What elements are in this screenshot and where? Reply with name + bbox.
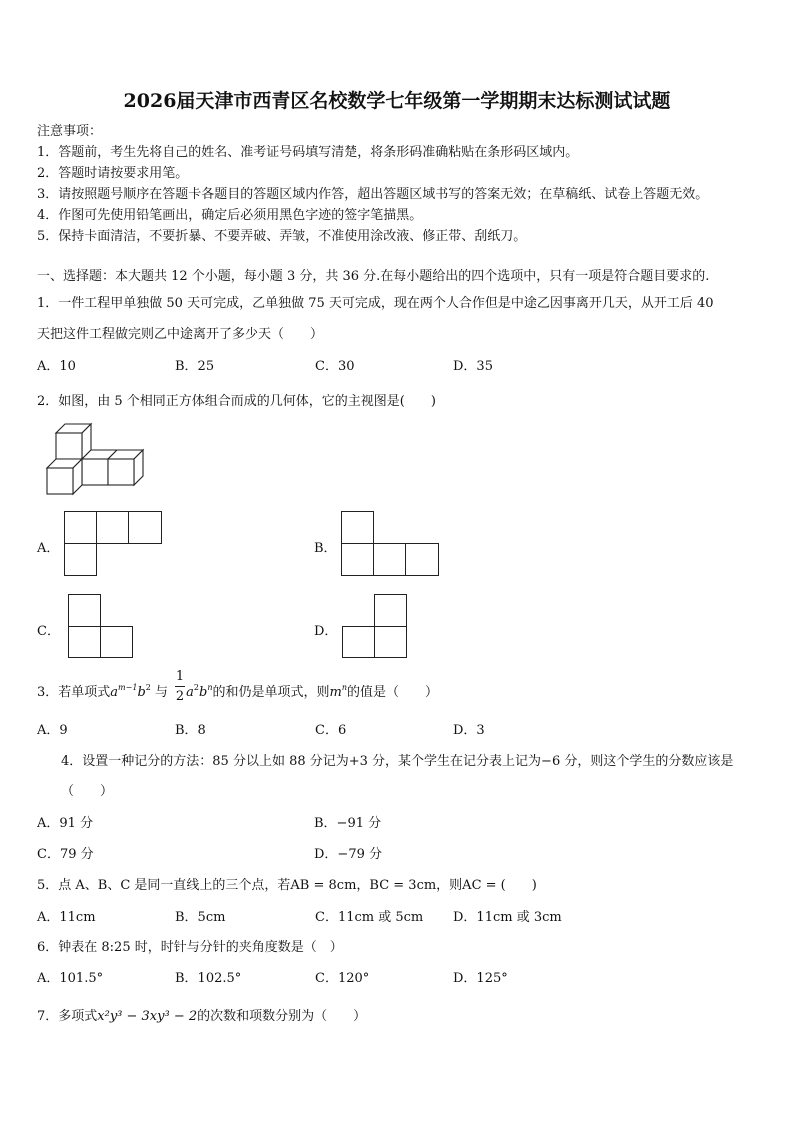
q3-exp: 2 bbox=[193, 683, 200, 692]
q3-option-c: C．6 bbox=[315, 723, 347, 738]
q7-prefix: 7．多项式 bbox=[37, 1009, 98, 1024]
q3-var: a bbox=[110, 685, 119, 700]
q3-exp: n bbox=[207, 683, 213, 692]
q2-label-b: B． bbox=[314, 541, 337, 556]
q7-polynomial: x²y³ − 3xy³ − 2 bbox=[97, 1009, 198, 1024]
q3-var: b bbox=[199, 685, 208, 700]
q4-option-c: C．79 分 bbox=[37, 847, 94, 862]
q2-label-c: C． bbox=[37, 624, 60, 639]
notes-heading: 注意事项： bbox=[37, 124, 103, 139]
q6-option-b: B．102.5° bbox=[175, 971, 242, 986]
section-heading: 一、选择题：本大题共 12 个小题，每小题 3 分，共 36 分.在每小题给出的四个选项中，只有一项是符合题目要求的. bbox=[37, 269, 710, 284]
question-4-line-1: 4．设置一种记分的方法：85 分以上如 88 分记为+3 分，某个学生在记分表上记为−6 分，则这个学生的分数应该是 bbox=[61, 754, 734, 769]
q6-option-c: C．120° bbox=[315, 971, 370, 986]
page-title: 2026届天津市西青区名校数学七年级第一学期期末达标测试试题 bbox=[123, 90, 671, 112]
question-4-line-2: （ ） bbox=[61, 784, 114, 799]
q5-option-a: A．11cm bbox=[37, 910, 96, 925]
fraction-denominator: 2 bbox=[175, 689, 185, 704]
q3-var: b bbox=[137, 685, 146, 700]
q3-option-d: D．3 bbox=[453, 723, 485, 738]
question-6-text: 6．钟表在 8:25 时，时针与分针的夹角度数是（ ） bbox=[37, 940, 343, 955]
note-item: 5．保持卡面清洁，不要折暴、不要弄破、弄皱，不准使用涂改液、修正带、刮纸刀。 bbox=[37, 229, 527, 244]
q3-suffix: 的和仍是单项式，则 bbox=[212, 685, 330, 700]
q3-option-a: A．9 bbox=[37, 723, 68, 738]
note-item: 1．答题前，考生先将自己的姓名、准考证号码填写清楚，将条形码准确粘贴在条形码区域内。 bbox=[37, 145, 579, 160]
q5-option-d: D．11cm 或 3cm bbox=[453, 910, 562, 925]
q6-option-a: A．101.5° bbox=[37, 971, 104, 986]
q4-option-b: B．−91 分 bbox=[314, 816, 382, 831]
q3-exp: n bbox=[341, 683, 347, 692]
fraction-bar bbox=[175, 686, 185, 687]
q4-option-d: D．−79 分 bbox=[314, 847, 382, 862]
fraction-numerator: 1 bbox=[175, 669, 185, 684]
question-5-text: 5．点 A、B、C 是同一直线上的三个点，若AB = 8cm，BC = 3cm，则AC = ( ) bbox=[37, 878, 537, 893]
question-2-text: 2．如图，由 5 个相同正方体组合而成的几何体，它的主视图是( ) bbox=[37, 394, 436, 409]
note-item: 2．答题时请按要求用笔。 bbox=[37, 166, 189, 181]
q3-mid: 与 bbox=[155, 685, 169, 700]
q6-option-d: D．125° bbox=[453, 971, 508, 986]
note-item: 3．请按照题号顺序在答题卡各题目的答题区域内作答，超出答题区域书写的答案无效；在草稿纸、试卷上答题无效。 bbox=[37, 187, 709, 202]
q2-label-d: D． bbox=[314, 624, 338, 639]
q4-option-a: A．91 分 bbox=[37, 816, 94, 831]
q7-suffix: 的次数和项数分别为（ ） bbox=[197, 1009, 367, 1024]
q5-option-b: B．5cm bbox=[175, 910, 226, 925]
q3-var: m bbox=[329, 685, 342, 700]
q1-option-d: D．35 bbox=[453, 359, 493, 374]
q1-option-c: C．30 bbox=[315, 359, 355, 374]
question-7-text bbox=[37, 1005, 366, 1024]
q3-var: a bbox=[186, 685, 194, 700]
question-1-line-2: 天把这件工程做完则乙中途离开了多少天（ ） bbox=[37, 327, 324, 342]
question-3-text bbox=[37, 681, 438, 700]
q3-end: 的值是（ ） bbox=[347, 685, 439, 700]
q2-label-a: A． bbox=[37, 541, 60, 556]
note-item: 4．作图可先使用铅笔画出，确定后必须用黑色字迹的签字笔描黑。 bbox=[37, 208, 423, 223]
q5-option-c: C．11cm 或 5cm bbox=[315, 910, 424, 925]
q3-exp: m−1 bbox=[118, 683, 138, 692]
q3-prefix: 3．若单项式 bbox=[37, 685, 111, 700]
cube-figure bbox=[44, 420, 154, 500]
question-1-line-1: 1．一件工程甲单独做 50 天可完成，乙单独做 75 天可完成，现在两个人合作但是中途乙因事离开几天，从开工后 40 bbox=[37, 296, 714, 311]
q1-option-b: B．25 bbox=[175, 359, 215, 374]
q1-option-a: A．10 bbox=[37, 359, 76, 374]
q3-exp: 2 bbox=[145, 683, 151, 692]
q3-option-b: B．8 bbox=[175, 723, 206, 738]
